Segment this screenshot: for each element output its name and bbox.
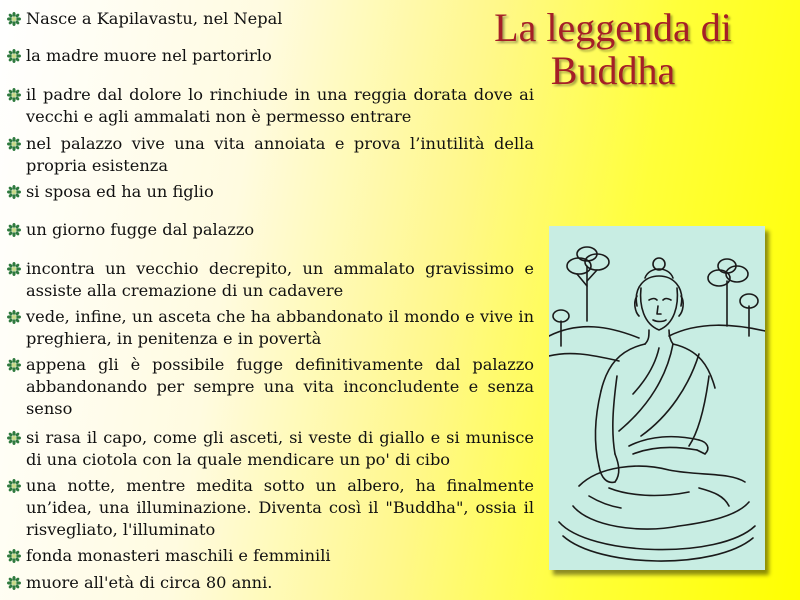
list-item [4,306,534,350]
buddha-illustration [549,226,765,570]
list-item [4,45,534,67]
flower-bullet-icon [7,49,21,63]
list-item [4,258,534,302]
list-item [4,545,534,567]
buddha-drawing-icon [549,226,765,570]
flower-bullet-icon [7,185,21,199]
list-item [4,572,534,594]
flower-bullet-icon [7,431,21,445]
flower-bullet-icon [7,479,21,493]
flower-bullet-icon [7,137,21,151]
list-item-text: nel palazzo vive una vita annoiata e prova l’inutilità della propria esistenza [26,134,534,175]
list-item [4,133,534,177]
flower-bullet-icon [7,262,21,276]
list-item-text: appena gli è possibile fugge definitivamente dal palazzo abbandonando per sempre una vita inconcludente e senza senso [26,355,534,418]
list-item-text: muore all'età di circa 80 anni. [26,573,273,592]
list-item-text: una notte, mentre medita sotto un albero, ha finalmente un’idea, una illuminazione. Diventa così il "Buddha", ossia il risvegliato, l'illuminato [26,476,534,539]
list-item [4,8,534,30]
flower-bullet-icon [7,223,21,237]
title-line-2: Buddha [550,48,676,93]
flower-bullet-icon [7,358,21,372]
list-item-text: vede, infine, un asceta che ha abbandonato il mondo e vive in preghiera, in penitenza e in povertà [26,307,534,348]
list-item-text: la madre muore nel partorirlo [26,46,272,65]
flower-bullet-icon [7,310,21,324]
flower-bullet-icon [7,576,21,590]
flower-bullet-icon [7,549,21,563]
list-item-text: fonda monasteri maschili e femminili [26,546,331,565]
flower-bullet-icon [7,88,21,102]
list-item [4,219,534,241]
flower-bullet-icon [7,12,21,26]
title-line-1: La leggenda di [494,5,732,50]
list-item-text: un giorno fugge dal palazzo [26,220,255,239]
list-item [4,181,534,203]
list-item-text: si rasa il capo, come gli asceti, si veste di giallo e si munisce di una ciotola con la quale mendicare un po' di cibo [26,428,534,469]
list-item [4,427,534,471]
list-item [4,84,534,128]
list-item [4,475,534,541]
list-item-text: incontra un vecchio decrepito, un ammalato gravissimo e assiste alla cremazione di un cadavere [26,259,534,300]
list-item-text: Nasce a Kapilavastu, nel Nepal [26,9,283,28]
list-item-text: il padre dal dolore lo rinchiude in una reggia dorata dove ai vecchi e agli ammalati non è permesso entrare [26,85,534,126]
list-item [4,354,534,420]
list-item-text: si sposa ed ha un figlio [26,182,214,201]
